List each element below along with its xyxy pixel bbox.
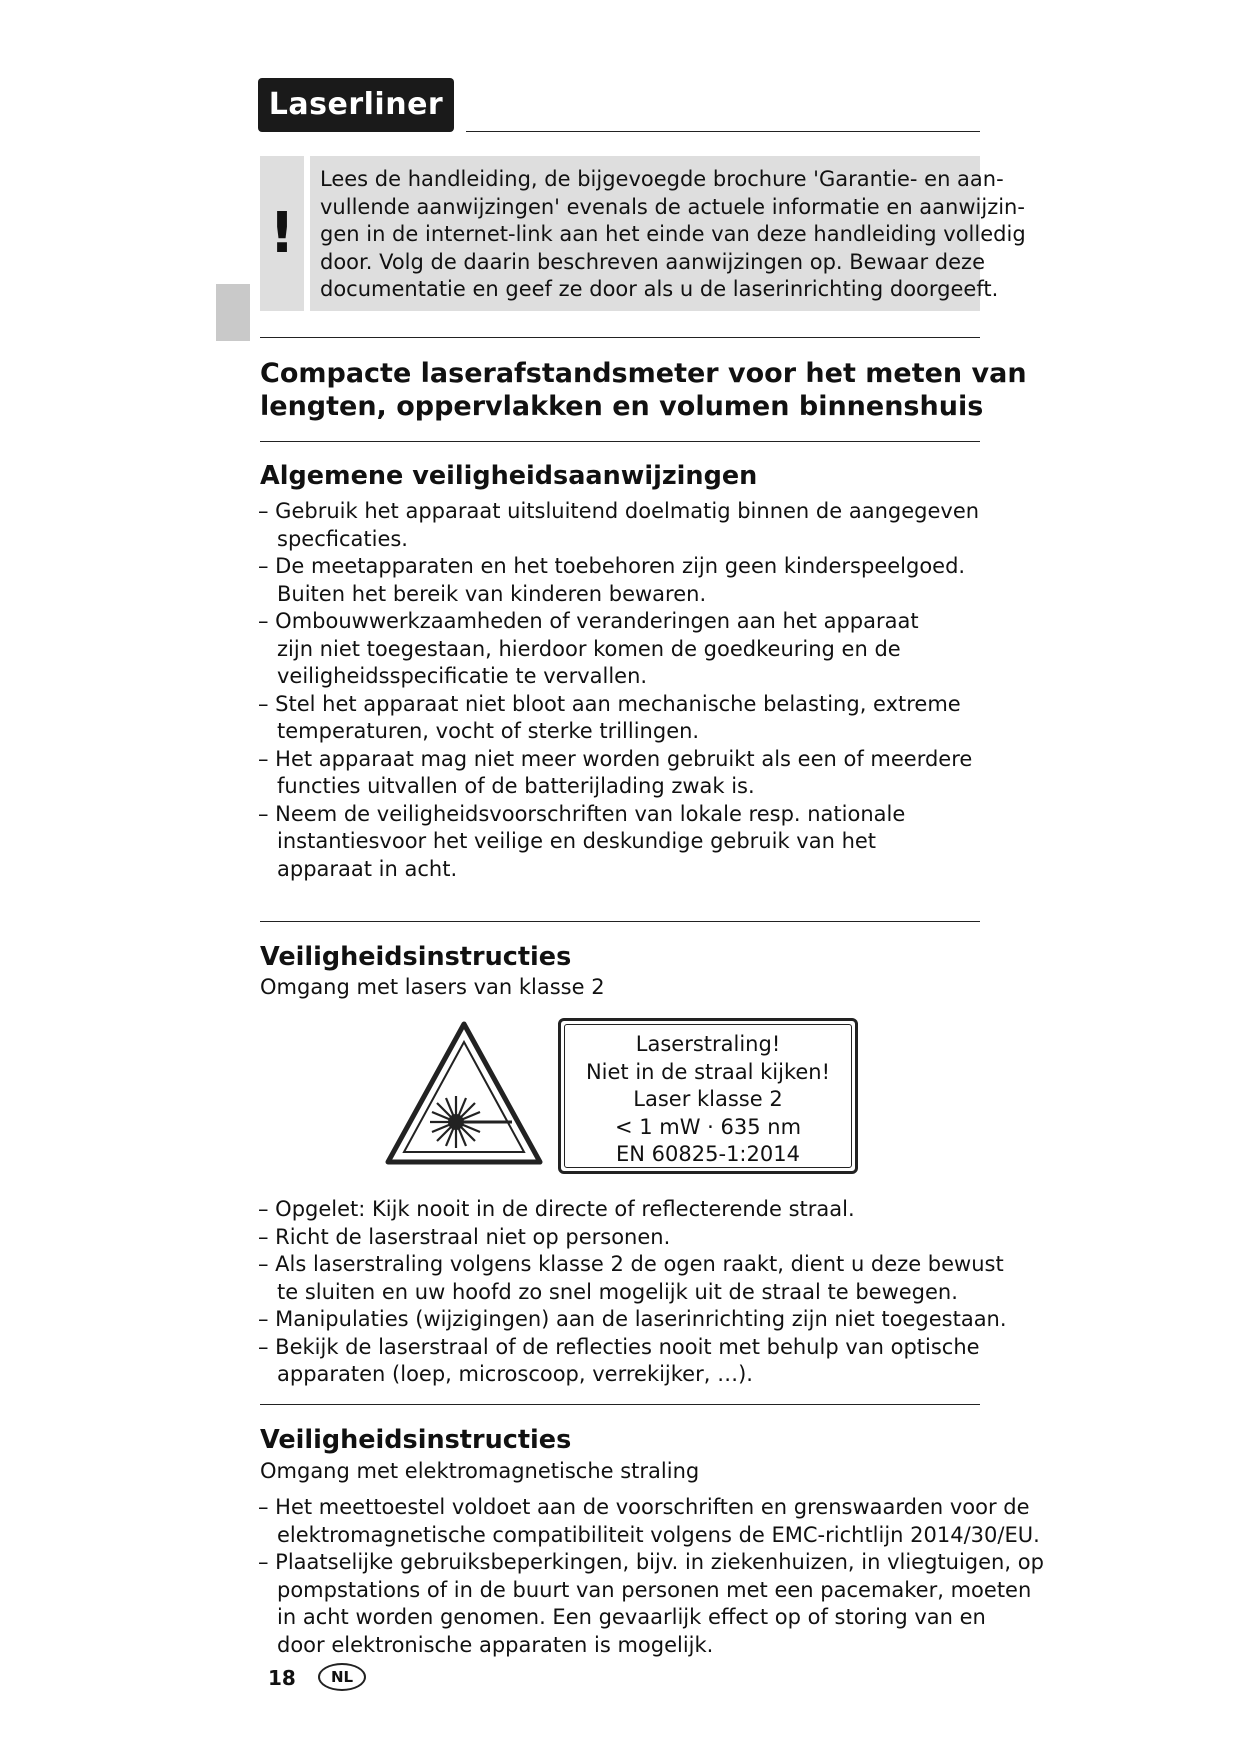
laser-safety-heading: Veiligheidsinstructies [260, 942, 572, 972]
list-item-line: – Het apparaat mag niet meer worden gebruikt als een of meerdere [258, 746, 973, 771]
list-item-line: – Plaatselijke gebruiksbeperkingen, bijv. in ziekenhuizen, in vliegtuigen, op [258, 1550, 1044, 1574]
list-item-line: – Richt de laserstraal niet op personen. [258, 1224, 671, 1249]
emc-safety-list [258, 1494, 1044, 1659]
emc-safety-heading: Veiligheidsinstructies [260, 1425, 572, 1455]
list-item-line: – De meetapparaten en het toebehoren zijn geen kinderspeelgoed. [258, 554, 966, 578]
list-item-line: – Als laserstraling volgens klasse 2 de ogen raakt, dient u deze bewust [258, 1252, 1004, 1276]
list-item-line: veiligheidsspecificatie te vervallen. [277, 664, 648, 688]
list-item [258, 608, 979, 691]
list-item-line: door elektronische apparaten is mogelijk. [277, 1632, 714, 1657]
list-item-line: apparaat in acht. [277, 856, 458, 881]
section-divider [260, 337, 980, 338]
laser-safety-list [258, 1196, 1007, 1389]
notice-line: gen in de internet-link aan het einde van deze handleiding volledig [320, 222, 1026, 246]
list-item-line: te sluiten en uw hoofd zo snel mogelijk uit de straal te bewegen. [277, 1279, 958, 1304]
list-item-line: – Het meettoestel voldoet aan de voorschriften en grenswaarden voor de [258, 1495, 1030, 1519]
list-item [258, 553, 979, 608]
laser-class-label [558, 1018, 858, 1174]
list-item [258, 1494, 1044, 1549]
laserliner-logo: Laserliner [258, 78, 454, 132]
list-item [258, 1196, 1007, 1224]
list-item-line: functies uitvallen of de batterijlading zwak is. [277, 774, 755, 798]
list-item-line: – Neem de veiligheidsvoorschriften van lokale resp. nationale [258, 801, 906, 826]
page-title-line: lengten, oppervlakken en volumen binnenshuis [260, 391, 984, 422]
notice-box [310, 156, 1026, 311]
list-item [258, 746, 979, 801]
list-item-line: instantiesvoor het veilige en deskundige gebruik van het [277, 829, 877, 853]
section-divider [260, 441, 980, 442]
notice-line: vullende aanwijzingen' evenals de actuele informatie en aanwijzin- [320, 194, 1025, 219]
notice-line: Lees de handleiding, de bijgevoegde brochure 'Garantie- en aan- [320, 167, 1004, 191]
list-item-line: temperaturen, vocht of sterke trillingen. [277, 719, 700, 743]
general-safety-list [258, 498, 979, 883]
list-item [258, 1224, 1007, 1252]
header-rule [466, 131, 980, 132]
page-title [260, 357, 1027, 423]
page-title-line: Compacte laserafstandsmeter voor het meten van [260, 358, 1027, 389]
list-item-line: apparaten (loep, microscoop, verrekijker, …). [277, 1362, 753, 1386]
list-item-line: – Stel het apparaat niet bloot aan mechanische belasting, extreme [258, 691, 961, 716]
list-item-line: elektromagnetische compatibiliteit volgens de EMC-richtlijn 2014/30/EU. [277, 1522, 1040, 1547]
laser-label-line: Niet in de straal kijken! [585, 1059, 831, 1084]
notice-line: documentatie en geef ze door als u de laserinrichting doorgeeft. [320, 277, 999, 301]
list-item [258, 1251, 1007, 1306]
warning-exclamation-icon: ! [260, 156, 304, 311]
page-side-marker [216, 284, 250, 341]
list-item [258, 498, 979, 553]
page-number: 18 [268, 1666, 296, 1690]
laser-label-line: EN 60825-1:2014 [616, 1142, 800, 1166]
list-item-line: – Opgelet: Kijk nooit in de directe of reflecterende straal. [258, 1197, 855, 1221]
list-item-line: – Ombouwwerkzaamheden of veranderingen aan het apparaat [258, 609, 919, 633]
section-divider [260, 1404, 980, 1405]
laser-label-line: Laserstraling! [635, 1032, 781, 1056]
list-item-line: Buiten het bereik van kinderen bewaren. [277, 581, 707, 606]
list-item-line: – Gebruik het apparaat uitsluitend doelmatig binnen de aangegeven [258, 499, 980, 523]
emc-safety-subheading: Omgang met elektromagnetische straling [260, 1459, 700, 1483]
list-item [258, 1306, 1007, 1334]
language-badge: NL [318, 1663, 366, 1691]
list-item-line: specficaties. [277, 526, 408, 551]
notice-line: door. Volg de daarin beschreven aanwijzingen op. Bewaar deze [320, 249, 985, 274]
list-item [258, 801, 979, 884]
laser-label-line: < 1 mW · 635 nm [614, 1114, 802, 1139]
list-item [258, 1334, 1007, 1389]
laser-safety-subheading: Omgang met lasers van klasse 2 [260, 975, 605, 999]
section-divider [260, 921, 980, 922]
list-item-line: in acht worden genomen. Een gevaarlijk effect op of storing van en [277, 1605, 986, 1629]
list-item [258, 1549, 1044, 1659]
list-item-line: pompstations of in de buurt van personen met een pacemaker, moeten [277, 1577, 1032, 1602]
list-item-line: – Manipulaties (wijzigingen) aan de laserinrichting zijn niet toegestaan. [258, 1307, 1007, 1331]
general-safety-heading: Algemene veiligheidsaanwijzingen [260, 461, 758, 491]
laser-label-line: Laser klasse 2 [633, 1087, 783, 1111]
list-item-line: – Bekijk de laserstraal of de reflecties nooit met behulp van optische [258, 1334, 980, 1359]
list-item [258, 691, 979, 746]
laser-warning-sign-icon [384, 1020, 544, 1166]
list-item-line: zijn niet toegestaan, hierdoor komen de goedkeuring en de [277, 636, 901, 661]
